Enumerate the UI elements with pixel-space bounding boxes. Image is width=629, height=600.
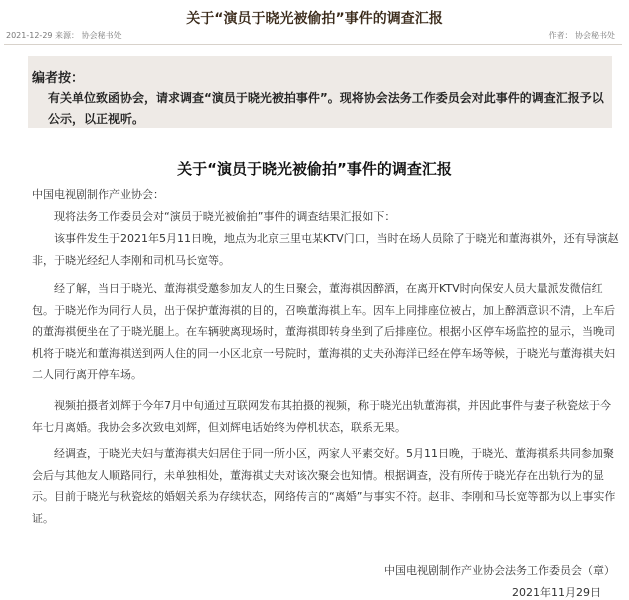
report-paragraph: 经了解，当日于晓光、董海祺受邀参加友人的生日聚会，董海祺因醉酒，在离开KTV时向保安人员大量派发微信红包。于晓光作为同行人员，出于保护董海祺的目的，召唤董海祺上车。因车上同排座位被占，加上醉酒意识不清，上车后的董海祺便坐在了于晓光腿上。在车辆驶离现场时，董海祺即转身坐到了后排座位。根据小区停车场监控的显示，当晚司机将于晓光和董海祺送到两人住的同一小区北京一号院时，董海祺的丈夫孙海洋已经在停车场等候，于晓光与董海祺夫妇二人同行离开停车场。 [32, 282, 615, 381]
report-paragraph: 经调查，于晓光夫妇与董海祺夫妇居住于同一所小区，两家人平素交好。5月11日晚，于晓光、董海祺系共同参加聚会后与其他友人顺路同行，未单独相处，董海祺丈夫对该次聚会也知情。根据调查，没有所传于晓光存在出轨行为的显示。目前于晓光与秋瓷炫的婚姻关系为存续状态，网络传言的“离婚”与事实不符。赵非、李刚和马长宽等都为以上事实作证。 [32, 447, 616, 525]
header-divider [4, 44, 622, 45]
page-title: 关于“演员于晓光被偷拍”事件的调查汇报 [186, 11, 443, 27]
report-title: 关于“演员于晓光被偷拍”事件的调查汇报 [177, 160, 452, 178]
author: 作者： 协会秘书处 [548, 31, 615, 40]
report-paragraph: 该事件发生于2021年5月11日晚，地点为北京三里屯某KTV门口，当时在场人员除了于晓光和董海祺外，还有导演赵非，于晓光经纪人李刚和司机马长宽等。 [32, 232, 619, 267]
editor-note-text: 有关单位致函协会，请求调查“演员于晓光被拍事件”。现将协会法务工作委员会对此事件的调查汇报予以公示，以正视听。 [48, 91, 604, 126]
report-salutation: 中国电视剧制作产业协会： [32, 188, 164, 201]
report-signer: 中国电视剧制作产业协会法务工作委员会（章） [384, 564, 615, 577]
date-source: 2021-12-29 来源： 协会秘书处 [6, 31, 122, 40]
report-paragraph: 视频拍摄者刘辉于今年7月中旬通过互联网发布其拍摄的视频，称于晓光出轨董海祺，并因此事件与妻子秋瓷炫于今年七月离婚。我协会多次致电刘辉，但刘辉电话始终为停机状态，联系无果。 [32, 399, 611, 434]
editor-note-label: 编者按： [32, 71, 85, 86]
report-paragraph: 现将法务工作委员会对“演员于晓光被偷拍”事件的调查结果汇报如下： [54, 210, 396, 223]
report-date: 2021年11月29日 [512, 586, 601, 599]
